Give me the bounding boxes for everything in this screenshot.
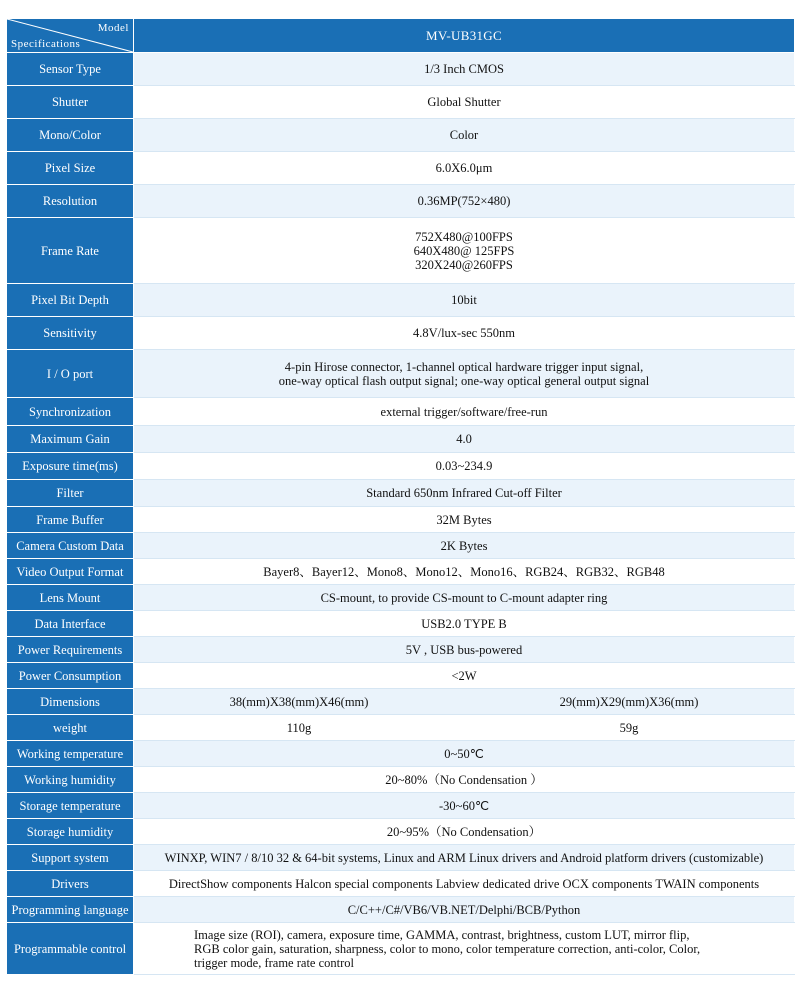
row-label: Working humidity [7, 767, 134, 793]
row-label: weight [7, 715, 134, 741]
row-label: Storage temperature [7, 793, 134, 819]
spec-row [7, 923, 795, 975]
row-label: Frame Buffer [7, 507, 134, 533]
spec-row [7, 663, 795, 689]
row-value: 6.0X6.0μm [134, 152, 795, 185]
row-label: Pixel Bit Depth [7, 284, 134, 317]
spec-row [7, 637, 795, 663]
row-value: 4.8V/lux-sec 550nm [134, 317, 795, 350]
row-value: WINXP, WIN7 / 8/10 32 & 64-bit systems, Linux and ARM Linux drivers and Android platform drivers (customizable) [134, 845, 795, 871]
row-value: CS-mount, to provide CS-mount to C-mount adapter ring [134, 585, 795, 611]
row-label: Programmable control [7, 923, 134, 975]
row-value: Bayer8、Bayer12、Mono8、Mono12、Mono16、RGB24、RGB32、RGB48 [134, 559, 795, 585]
row-value: USB2.0 TYPE B [134, 611, 795, 637]
spec-row [7, 819, 795, 845]
programmable-control-line: Image size (ROI), camera, exposure time, GAMMA, contrast, brightness, custom LUT, mirror flip, [194, 927, 690, 942]
spec-row [7, 185, 795, 218]
header-row [7, 19, 795, 53]
spec-row [7, 398, 795, 426]
row-label: Working temperature [7, 741, 134, 767]
row-value: Global Shutter [134, 86, 795, 119]
spec-row [7, 741, 795, 767]
spec-row [7, 350, 795, 398]
row-label: Drivers [7, 871, 134, 897]
spec-row [7, 426, 795, 453]
spec-row [7, 317, 795, 350]
row-value: 0.36MP(752×480) [134, 185, 795, 218]
io-port-line: one-way optical flash output signal; one-way optical general output signal [278, 373, 650, 388]
spec-row [7, 715, 795, 741]
row-label: Data Interface [7, 611, 134, 637]
corner-cell [7, 19, 134, 53]
spec-row [7, 533, 795, 559]
corner-model-label: Model [97, 22, 129, 34]
corner-specifications-label: Specifications [11, 38, 81, 50]
row-value: 1/3 Inch CMOS [134, 53, 795, 86]
io-port-line: 4-pin Hirose connector, 1-channel optical hardware trigger input signal, [284, 359, 644, 374]
row-value: 5V , USB bus-powered [134, 637, 795, 663]
row-label: Video Output Format [7, 559, 134, 585]
row-label: Frame Rate [7, 218, 134, 284]
row-label: Synchronization [7, 398, 134, 426]
programmable-control-line: RGB color gain, saturation, sharpness, color to mono, color temperature correction, anti-color, Color, [194, 941, 701, 956]
row-value: 32M Bytes [134, 507, 795, 533]
row-label: Support system [7, 845, 134, 871]
dimensions-value-2: 29(mm)X29(mm)X36(mm) [559, 694, 699, 709]
dimensions-value-1: 38(mm)X38(mm)X46(mm) [229, 694, 369, 709]
row-label: Camera Custom Data [7, 533, 134, 559]
row-value: <2W [134, 663, 795, 689]
row-value [134, 689, 795, 715]
spec-row [7, 793, 795, 819]
row-value: 20~80%（No Condensation ） [134, 767, 795, 793]
row-label: Mono/Color [7, 119, 134, 152]
row-label: I / O port [7, 350, 134, 398]
row-value: 10bit [134, 284, 795, 317]
spec-row [7, 453, 795, 480]
row-value: 0~50℃ [134, 741, 795, 767]
row-value: -30~60℃ [134, 793, 795, 819]
row-value: 0.03~234.9 [134, 453, 795, 480]
spec-row [7, 218, 795, 284]
row-value: C/C++/C#/VB6/VB.NET/Delphi/BCB/Python [134, 897, 795, 923]
row-value: external trigger/software/free-run [134, 398, 795, 426]
row-label: Exposure time(ms) [7, 453, 134, 480]
row-value: 20~95%（No Condensation） [134, 819, 795, 845]
row-label: Filter [7, 480, 134, 507]
row-value [134, 350, 795, 398]
spec-row [7, 845, 795, 871]
programmable-control-line: trigger mode, frame rate control [194, 955, 354, 970]
weight-value-2: 59g [619, 720, 639, 735]
spec-row [7, 480, 795, 507]
frame-rate-line: 640X480@ 125FPS [413, 243, 515, 258]
row-value: 4.0 [134, 426, 795, 453]
spec-row [7, 119, 795, 152]
row-label: Shutter [7, 86, 134, 119]
row-label: Pixel Size [7, 152, 134, 185]
row-value: 2K Bytes [134, 533, 795, 559]
row-label: Resolution [7, 185, 134, 218]
spec-row [7, 152, 795, 185]
row-value [134, 715, 795, 741]
row-value: Color [134, 119, 795, 152]
spec-row [7, 897, 795, 923]
row-label: Lens Mount [7, 585, 134, 611]
row-value [134, 923, 795, 975]
row-value: DirectShow components Halcon special components Labview dedicated drive OCX components TWAIN components [134, 871, 795, 897]
row-label: Power Requirements [7, 637, 134, 663]
row-label: Sensitivity [7, 317, 134, 350]
model-name: MV-UB31GC [134, 19, 795, 53]
spec-row [7, 611, 795, 637]
spec-row [7, 86, 795, 119]
row-label: Storage humidity [7, 819, 134, 845]
spec-row [7, 767, 795, 793]
spec-row [7, 53, 795, 86]
spec-table [6, 18, 795, 975]
frame-rate-line: 320X240@260FPS [415, 257, 513, 272]
spec-row [7, 689, 795, 715]
row-value: Standard 650nm Infrared Cut-off Filter [134, 480, 795, 507]
row-label: Dimensions [7, 689, 134, 715]
spec-row [7, 559, 795, 585]
spec-row [7, 871, 795, 897]
row-label: Maximum Gain [7, 426, 134, 453]
row-label: Sensor Type [7, 53, 134, 86]
weight-value-1: 110g [286, 720, 312, 735]
frame-rate-line: 752X480@100FPS [415, 229, 513, 244]
row-label: Programming language [7, 897, 134, 923]
spec-row [7, 585, 795, 611]
spec-row [7, 507, 795, 533]
row-label: Power Consumption [7, 663, 134, 689]
row-value [134, 218, 795, 284]
spec-row [7, 284, 795, 317]
